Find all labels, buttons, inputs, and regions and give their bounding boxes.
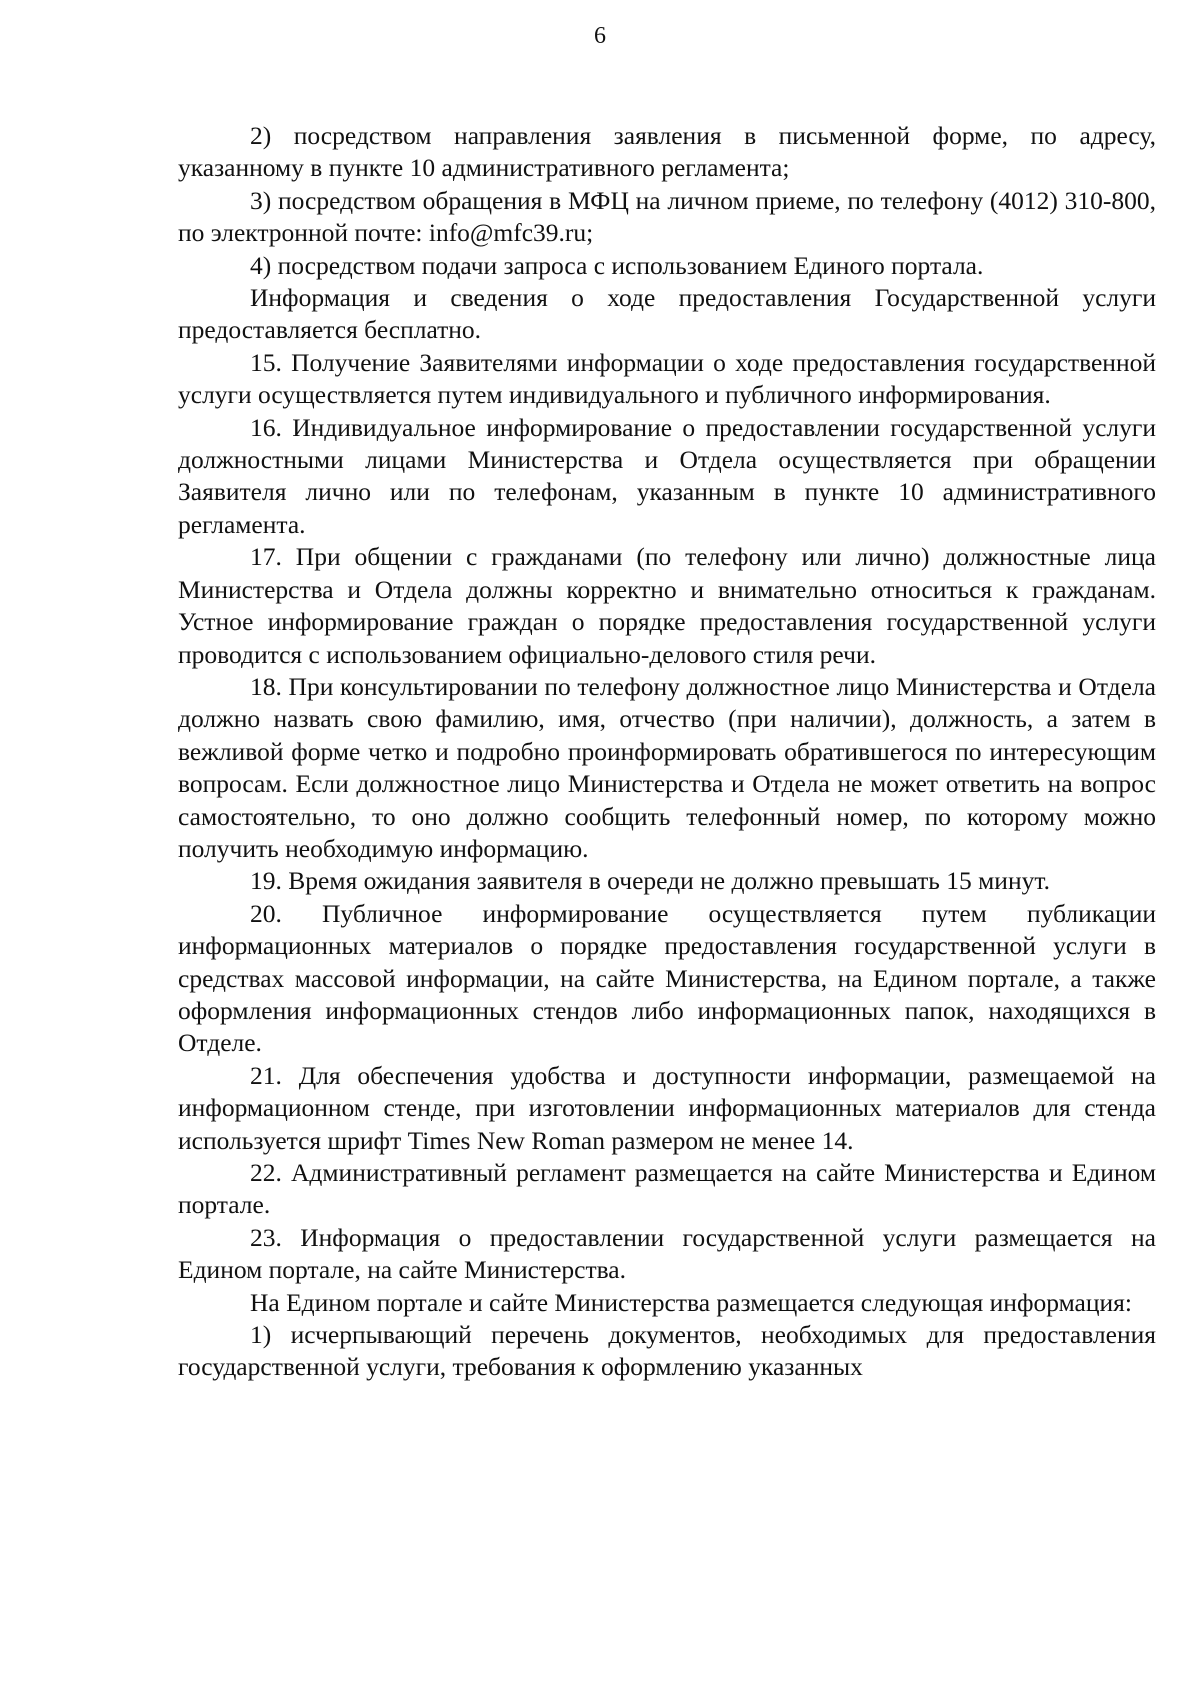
paragraph-20: 20. Публичное информирование осуществляется путем публикации информационных материалов о порядке предоставления государственной услуги в средствах массовой информации, на сайте Министерства, на Едином портале, а также оформления информационных стендов либо информационных папок, находящихся в Отделе. xyxy=(178,898,1156,1058)
paragraph-item-4: 4) посредством подачи запроса с использованием Единого портала. xyxy=(250,250,984,280)
paragraph-16: 16. Индивидуальное информирование о предоставлении государственной услуги должностными лицами Министерства и Отдела осуществляется при обращении Заявителя лично или по телефонам, указанным в пункте 10 административного регламента. xyxy=(178,412,1156,539)
paragraph-18: 18. При консультировании по телефону должностное лицо Министерства и Отдела должно назвать свою фамилию, имя, отчество (при наличии), должность, а затем в вежливой форме четко и подробно проинформировать обратившегося по интересующим вопросам. Если должностное лицо Министерства и Отдела не может ответить на вопрос самостоятельно, то оно должно сообщить телефонный номер, по которому можно получить необходимую информацию. xyxy=(178,671,1156,863)
page-number: 6 xyxy=(594,23,606,49)
paragraph-19: 19. Время ожидания заявителя в очереди не должно превышать 15 минут. xyxy=(250,866,1050,896)
paragraph-22: 22. Административный регламент размещается на сайте Министерства и Едином портале. xyxy=(178,1158,1156,1220)
paragraph-17: 17. При общении с гражданами (по телефону или лично) должностные лица Министерства и Отдела должны корректно и внимательно относиться к гражданам. Устное информирование граждан о порядке предоставления государственной услуги проводится с использованием официально-делового стиля речи. xyxy=(178,542,1156,669)
paragraph-23: 23. Информация о предоставлении государственной услуги размещается на Едином портале, на сайте Министерства. xyxy=(178,1222,1156,1285)
paragraph-list-item-1: 1) исчерпывающий перечень документов, необходимых для предоставления государственной услуги, требования к оформлению указанных xyxy=(178,1320,1156,1382)
document-body xyxy=(178,120,1156,1384)
paragraph-item-2: 2) посредством направления заявления в письменной форме, по адресу, указанному в пункте 10 административного регламента; xyxy=(178,121,1156,183)
paragraph-21: 21. Для обеспечения удобства и доступности информации, размещаемой на информационном стенде, при изготовлении информационных материалов для стенда используется шрифт Times New Roman размером не менее 14. xyxy=(178,1060,1156,1155)
paragraph-portal-info: На Едином портале и сайте Министерства размещается следующая информация: xyxy=(250,1287,1132,1317)
paragraph-info-free: Информация и сведения о ходе предоставления Государственной услуги предоставляется бесплатно. xyxy=(178,283,1156,345)
paragraph-15: 15. Получение Заявителями информации о ходе предоставления государственной услуги осуществляется путем индивидуального и публичного информирования. xyxy=(178,347,1156,410)
paragraph-item-3: 3) посредством обращения в МФЦ на личном приеме, по телефону (4012) 310-800, по электронной почте: info@mfc39.ru; xyxy=(178,185,1156,248)
